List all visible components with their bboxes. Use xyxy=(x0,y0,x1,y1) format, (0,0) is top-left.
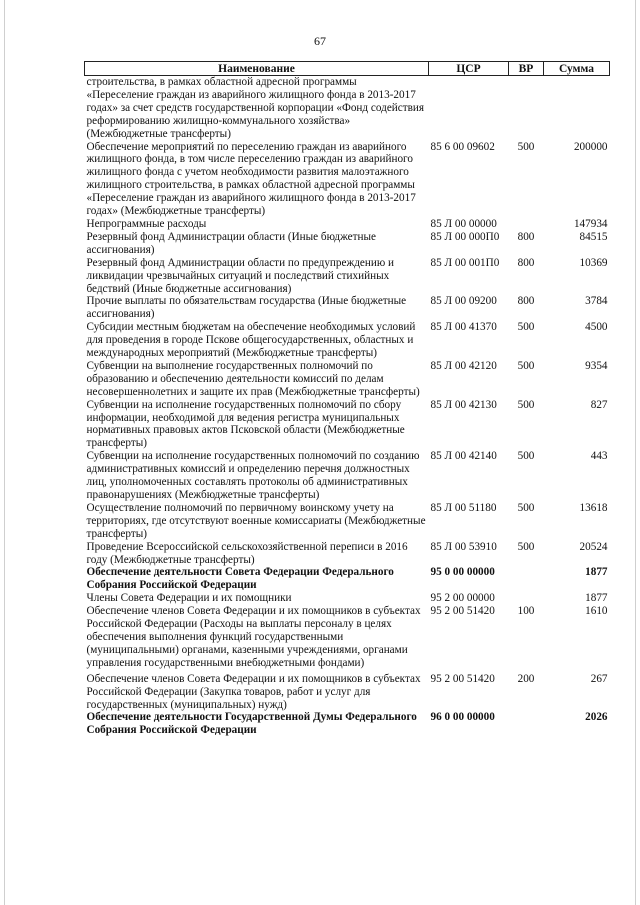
row-csr: 85 Л 00 000П0 xyxy=(430,230,500,243)
row-name: Члены Совета Федерации и их помощники xyxy=(86,592,292,605)
header-vr: ВР xyxy=(509,62,544,76)
row-sum: 4500 xyxy=(585,321,608,334)
table-row xyxy=(85,218,610,231)
row-csr xyxy=(429,76,509,141)
table-row xyxy=(85,566,610,592)
table-row xyxy=(85,670,610,712)
table-row xyxy=(85,605,610,670)
row-name: строительства, в рамках областной адресной программы «Переселение граждан из аварийного жилищного фонда в 2013-2017 годах» за счет средств государственной корпорации «Фонд содействия реформированию жилищно-коммунального хозяйства» (Межбюджетные трансферты) xyxy=(86,76,425,140)
header-sum: Сумма xyxy=(544,62,610,76)
table-row xyxy=(85,295,610,321)
row-vr xyxy=(509,566,544,592)
row-name: Субвенции на выполнение государственных полномочий по образованию и обеспечению деятельности комиссий по делам несовершеннолетних и защите их прав (Межбюджетные трансферты) xyxy=(86,359,420,398)
row-sum: 9354 xyxy=(585,359,608,372)
row-vr: 500 xyxy=(517,501,535,514)
row-name: Непрограммные расходы xyxy=(86,217,207,230)
row-csr: 85 Л 00 00000 xyxy=(430,217,497,230)
row-vr xyxy=(509,76,544,141)
row-vr: 500 xyxy=(517,540,535,553)
row-vr xyxy=(509,711,544,737)
row-vr: 500 xyxy=(517,450,535,463)
row-vr: 500 xyxy=(517,359,535,372)
row-name: Субсидии местным бюджетам на обеспечение необходимых условий для проведения в городе Пскове общегосударственных, областных и международных мероприятий (Межбюджетные трансферты) xyxy=(86,321,416,360)
row-vr xyxy=(509,218,544,231)
row-csr: 96 0 00 00000 xyxy=(430,711,495,724)
table-row xyxy=(85,76,610,141)
row-name: Субвенции на исполнение государственных полномочий по сбору информации, необходимой для ведения регистра муниципальных нормативных правовых актов Псковской области (Межбюджетные трансферты) xyxy=(86,398,405,450)
table-row xyxy=(85,231,610,257)
header-csr: ЦСР xyxy=(429,62,509,76)
row-vr: 100 xyxy=(517,605,535,618)
table-row xyxy=(85,321,610,360)
row-vr: 500 xyxy=(517,140,535,153)
row-csr: 85 6 00 09602 xyxy=(430,140,495,153)
table-row xyxy=(85,360,610,399)
right-scan-edge xyxy=(635,0,636,905)
row-csr: 85 Л 00 42140 xyxy=(430,450,497,463)
page-number: 67 xyxy=(314,34,326,48)
row-name: Субвенции на исполнение государственных полномочий по созданию административных комиссий и определению перечня должностных лиц, уполномоченных составлять протоколы об административных правонарушениях (Межбюджетные трансферты) xyxy=(86,450,420,501)
row-csr: 95 2 00 51420 xyxy=(430,605,495,618)
row-name: Обеспечение мероприятий по переселению граждан из аварийного жилищного фонда, в том числе переселению граждан из аварийного жилищного фонда с учетом необходимости развития малоэтажного жилищного строительства, в рамках областной адресной программы «Переселение граждан из аварийного жилищного фонда в 2013-2017 годах» (Межбюджетные трансферты) xyxy=(86,140,416,218)
row-name: Прочие выплаты по обязательствам государства (Иные бюджетные ассигнования) xyxy=(86,295,407,321)
table-row xyxy=(85,450,610,502)
row-name: Проведение Всероссийской сельскохозяйственной переписи в 2016 году (Межбюджетные трансферты) xyxy=(86,540,408,566)
row-vr xyxy=(509,592,544,605)
row-sum: 267 xyxy=(590,672,608,685)
table-row xyxy=(85,502,610,541)
row-csr: 95 2 00 00000 xyxy=(430,592,495,605)
row-csr: 85 Л 00 51180 xyxy=(430,501,497,514)
row-vr: 200 xyxy=(517,672,535,685)
row-sum: 1877 xyxy=(585,592,608,605)
table-row xyxy=(85,541,610,567)
row-sum xyxy=(544,76,610,141)
table-row xyxy=(85,711,610,737)
row-vr: 800 xyxy=(517,230,535,243)
row-csr: 85 Л 00 42130 xyxy=(430,398,497,411)
row-csr: 85 Л 00 53910 xyxy=(430,540,497,553)
row-sum: 2026 xyxy=(585,711,608,724)
row-sum: 20524 xyxy=(579,540,608,553)
row-name: Резервный фонд Администрации области (Иные бюджетные ассигнования) xyxy=(86,230,377,256)
row-csr: 85 Л 00 41370 xyxy=(430,321,497,334)
row-sum: 827 xyxy=(590,398,608,411)
row-csr: 85 Л 00 42120 xyxy=(430,359,497,372)
row-sum: 13618 xyxy=(579,501,608,514)
row-sum: 84515 xyxy=(579,230,608,243)
row-sum: 147934 xyxy=(573,217,608,230)
row-vr: 800 xyxy=(517,295,535,308)
row-name: Осуществление полномочий по первичному воинскому учету на территориях, где отсутствуют военные комиссариаты (Межбюджетные трансферты) xyxy=(86,501,426,540)
row-name: Резервный фонд Администрации области по предупреждению и ликвидации чрезвычайных ситуаций и последствий стихийных бедствий (Иные бюджетные ассигнования) xyxy=(86,256,394,295)
row-sum: 1610 xyxy=(585,605,608,618)
row-sum: 1877 xyxy=(585,566,608,579)
row-csr: 95 0 00 00000 xyxy=(430,566,495,579)
row-vr: 500 xyxy=(517,321,535,334)
row-name: Обеспечение членов Совета Федерации и их помощников в субъектах Российской Федерации (Расходы на выплаты персоналу в целях обеспечения выполнения функций государственными (муниципальными) органами, казенными учреждениями, органами управления государственными внебюджетными фондами) xyxy=(86,605,421,669)
row-name: Обеспечение деятельности Государственной Думы Федерального Собрания Российской Федерации xyxy=(86,711,417,737)
table-row xyxy=(85,399,610,451)
row-name: Обеспечение деятельности Совета Федерации Федерального Собрания Российской Федерации xyxy=(86,566,394,592)
row-sum: 10369 xyxy=(579,256,608,269)
row-sum: 443 xyxy=(590,450,608,463)
table-row xyxy=(85,141,610,218)
table-row xyxy=(85,592,610,605)
row-vr: 800 xyxy=(517,256,535,269)
row-sum: 3784 xyxy=(585,295,608,308)
row-csr: 95 2 00 51420 xyxy=(430,672,495,685)
row-vr: 500 xyxy=(517,398,535,411)
row-csr: 85 Л 00 001П0 xyxy=(430,256,500,269)
left-scan-edge xyxy=(4,0,5,905)
row-sum: 200000 xyxy=(573,140,608,153)
budget-table xyxy=(84,61,610,737)
row-csr: 85 Л 00 09200 xyxy=(430,295,497,308)
header-name: Наименование xyxy=(85,62,429,76)
row-name: Обеспечение членов Совета Федерации и их помощников в субъектах Российской Федерации (Закупка товаров, работ и услуг для государственных (муниципальных) нужд) xyxy=(86,672,421,711)
table-row xyxy=(85,257,610,296)
table-header-row xyxy=(85,62,610,76)
